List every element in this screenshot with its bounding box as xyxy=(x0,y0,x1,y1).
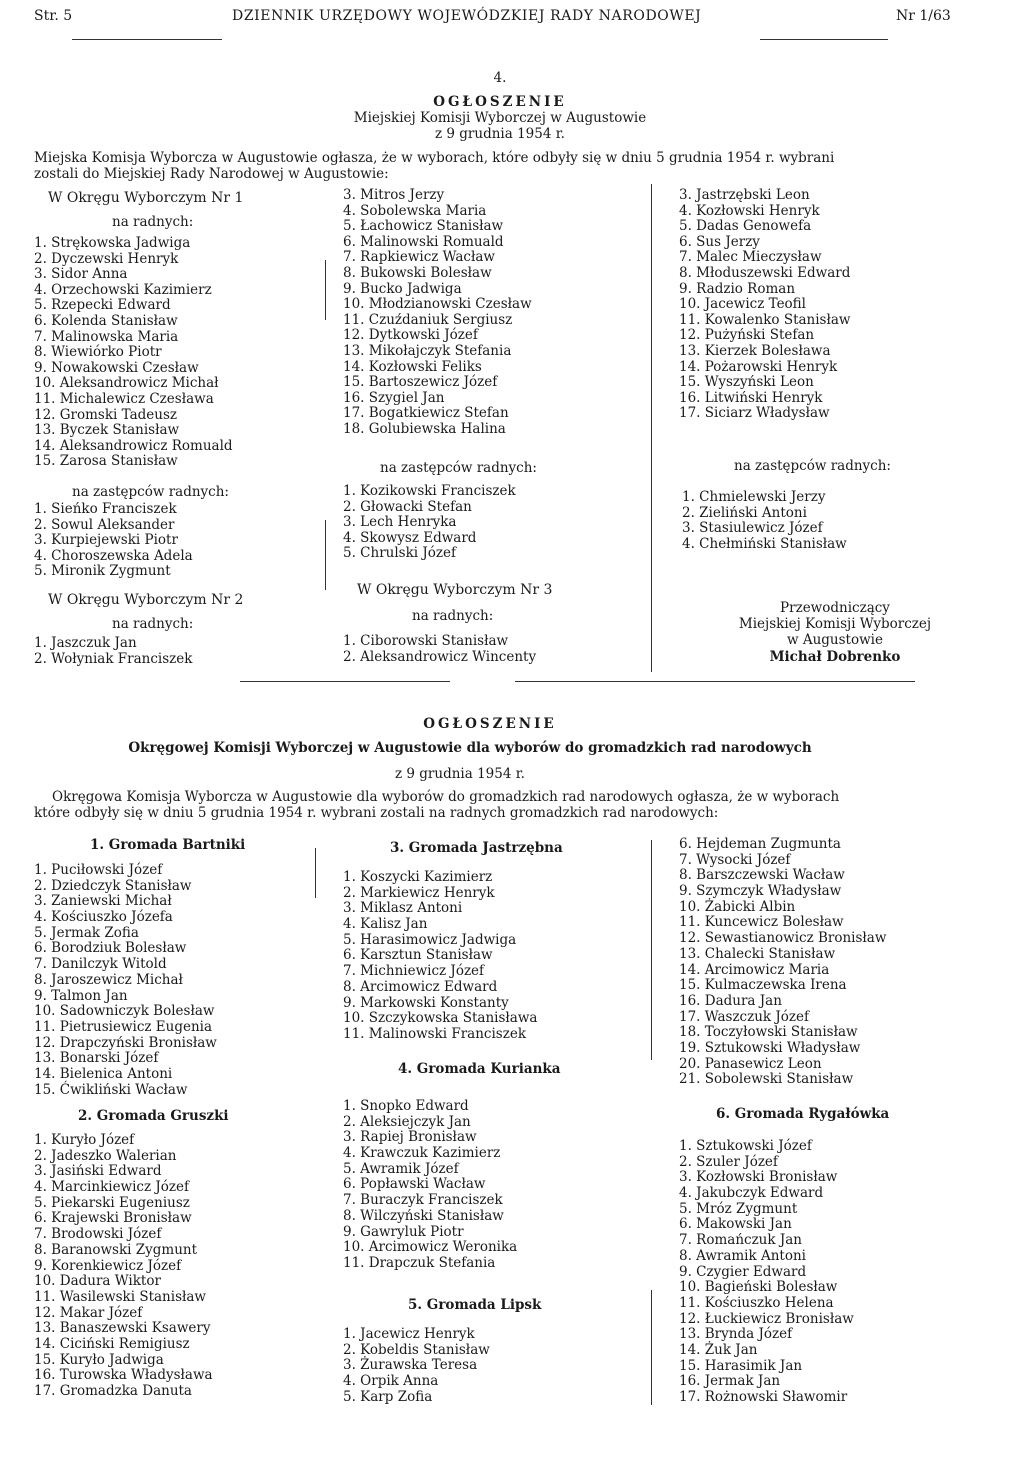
list-item: 3. Jasiński Edward xyxy=(34,1163,162,1180)
list-item: 11. Kowalenko Stanisław xyxy=(679,311,851,328)
district2-councilors-list-b xyxy=(343,188,532,438)
list-item: 1. Sztukowski Józef xyxy=(679,1138,812,1154)
list-item: 7. Brodowski Józef xyxy=(34,1226,162,1243)
list-item: 6. Sus Jerzy xyxy=(679,233,760,250)
list-item: 6. Makowski Jan xyxy=(679,1216,792,1233)
list-item: 3. Mitros Jerzy xyxy=(343,187,445,203)
list-item: 10. Aleksandrowicz Michał xyxy=(34,375,219,392)
list-item: 17. Siciarz Władysław xyxy=(679,405,830,422)
gromada-6-title: 6. Gromada Rygałówka xyxy=(716,1106,890,1122)
list-item: 3. Sidor Anna xyxy=(34,266,128,283)
list-item: 3. Lech Henryka xyxy=(343,514,457,531)
list-item: 16. Turowska Władysława xyxy=(34,1367,213,1384)
column-rule xyxy=(325,260,326,320)
district2-councilors-label: na radnych: xyxy=(112,616,194,632)
list-item: 13. Byczek Stanisław xyxy=(34,422,180,439)
list-item: 12. Makar Józef xyxy=(34,1304,143,1321)
list-item: 16. Dadura Jan xyxy=(679,992,782,1009)
list-item: 9. Radzio Roman xyxy=(679,280,796,297)
list-item: 14. Bielenica Antoni xyxy=(34,1065,173,1082)
notice2-intro-2: które odbyły się w dniu 5 grudnia 1954 r. wybrani zostali na radnych gromadzkich rad narodowych: xyxy=(34,805,719,821)
notice2-date: z 9 grudnia 1954 r. xyxy=(395,766,525,782)
list-item: 17. Rożnowski Sławomir xyxy=(679,1389,848,1405)
list-item: 13. Brynda Józef xyxy=(679,1326,793,1343)
list-item: 4. Kozłowski Henryk xyxy=(679,202,820,219)
list-item: 6. Malinowski Romuald xyxy=(343,233,504,250)
gromada-5-list xyxy=(343,1327,490,1405)
list-item: 8. Bukowski Bolesław xyxy=(343,264,492,281)
list-item: 11. Drapczuk Stefania xyxy=(343,1254,496,1271)
gromada-2-title: 2. Gromada Gruszki xyxy=(78,1108,229,1124)
list-item: 1. Sieńko Franciszek xyxy=(34,501,177,517)
list-item: 12. Gromski Tadeusz xyxy=(34,406,178,423)
list-item: 2. Aleksiejczyk Jan xyxy=(343,1113,471,1130)
list-item: 10. Arcimowicz Weronika xyxy=(343,1239,518,1256)
list-item: 18. Toczyłowski Stanisław xyxy=(679,1024,858,1041)
list-item: 3. Jastrzębski Leon xyxy=(679,187,810,203)
notice1-intro-1: Miejska Komisja Wyborcza w Augustowie ogłasza, że w wyborach, które odbyły się w dniu 5 grudnia 1954 r. wybrani xyxy=(34,150,835,166)
notice2-subtitle: Okręgowej Komisji Wyborczej w Augustowie dla wyborów do gromadzkich rad narodowych xyxy=(128,740,812,756)
section-divider xyxy=(515,681,915,682)
list-item: 14. Ciciński Remigiusz xyxy=(34,1335,190,1352)
list-item: 1. Ciborowski Stanisław xyxy=(343,633,509,649)
list-item: 5. Łachowicz Stanisław xyxy=(343,218,504,235)
list-item: 11. Pietrusiewicz Eugenia xyxy=(34,1018,213,1035)
list-item: 2. Markiewicz Henryk xyxy=(343,884,495,901)
gromada-3-list xyxy=(343,870,537,1043)
list-item: 4. Sobolewska Maria xyxy=(343,202,487,219)
list-item: 17. Bogatkiewicz Stefan xyxy=(343,405,509,422)
list-item: 6. Hejdeman Zugmunta xyxy=(679,836,841,852)
list-item: 10. Dadura Wiktor xyxy=(34,1273,161,1290)
column-rule xyxy=(325,520,326,590)
list-item: 5. Dadas Genowefa xyxy=(679,218,812,235)
list-item: 5. Harasimowicz Jadwiga xyxy=(343,931,517,948)
list-item: 16. Litwiński Henryk xyxy=(679,389,823,406)
list-item: 3. Kozłowski Bronisław xyxy=(679,1169,838,1186)
list-item: 15. Zarosa Stanisław xyxy=(34,453,178,470)
list-item: 8. Barszczewski Wacław xyxy=(679,867,845,884)
list-item: 12. Dytkowski Józef xyxy=(343,327,478,344)
notice1-date: z 9 grudnia 1954 r. xyxy=(435,126,565,142)
district1-title: W Okręgu Wyborczym Nr 1 xyxy=(48,190,244,206)
list-item: 1. Puciłowski Józef xyxy=(34,862,163,878)
gromada-3-title: 3. Gromada Jastrzębna xyxy=(390,840,563,856)
list-item: 12. Drapczyński Bronisław xyxy=(34,1034,217,1051)
list-item: 8. Awramik Antoni xyxy=(679,1247,806,1264)
list-item: 17. Gromadzka Danuta xyxy=(34,1383,192,1399)
district2-deputies-label: na zastępców radnych: xyxy=(380,460,537,476)
list-item: 5. Jermak Zofia xyxy=(34,924,139,941)
district2-councilors-list-a xyxy=(34,636,192,667)
page-number: Str. 5 xyxy=(34,8,73,24)
notice-number: 4. xyxy=(493,70,507,86)
list-item: 1. Chmielewski Jerzy xyxy=(682,489,826,505)
district1-councilors-label: na radnych: xyxy=(112,214,194,230)
list-item: 4. Jakubczyk Edward xyxy=(679,1185,824,1202)
list-item: 12. Sewastianowicz Bronisław xyxy=(679,930,887,947)
header-rule-left xyxy=(72,39,222,40)
list-item: 4. Orpik Anna xyxy=(343,1373,439,1390)
list-item: 6. Kolenda Stanisław xyxy=(34,312,178,329)
list-item: 15. Harasimik Jan xyxy=(679,1357,803,1374)
gromada-2-list xyxy=(34,1133,213,1400)
notice1-title: OGŁOSZENIE xyxy=(433,94,567,110)
list-item: 2. Jadeszko Walerian xyxy=(34,1147,177,1164)
list-item: 9. Czygier Edward xyxy=(679,1263,807,1280)
list-item: 18. Golubiewska Halina xyxy=(343,420,506,437)
signature-place: w Augustowie xyxy=(787,632,883,648)
list-item: 9. Korenkiewicz Józef xyxy=(34,1257,182,1274)
notice2-title: OGŁOSZENIE xyxy=(423,716,557,732)
list-item: 15. Kuryło Jadwiga xyxy=(34,1351,164,1368)
list-item: 7. Romańczuk Jan xyxy=(679,1232,803,1249)
list-item: 10. Sadowniczyk Bolesław xyxy=(34,1003,215,1020)
list-item: 3. Zaniewski Michał xyxy=(34,893,172,910)
list-item: 12. Łuckiewicz Bronisław xyxy=(679,1310,854,1327)
list-item: 7. Danilczyk Witold xyxy=(34,956,167,973)
journal-title: DZIENNIK URZĘDOWY WOJEWÓDZKIEJ RADY NARODOWEJ xyxy=(232,8,702,24)
section-divider xyxy=(240,681,450,682)
list-item: 8. Jaroszewicz Michał xyxy=(34,971,183,988)
list-item: 8. Arcimowicz Edward xyxy=(343,978,498,995)
list-item: 9. Gawryluk Piotr xyxy=(343,1223,464,1240)
list-item: 11. Kuncewicz Bolesław xyxy=(679,914,844,931)
list-item: 4. Marcinkiewicz Józef xyxy=(34,1179,190,1196)
list-item: 4. Krawczuk Kazimierz xyxy=(343,1145,501,1162)
issue-number: Nr 1/63 xyxy=(896,8,951,24)
list-item: 2. Sowul Aleksander xyxy=(34,516,175,533)
gromada-1-title: 1. Gromada Bartniki xyxy=(90,837,246,853)
notice1-subtitle: Miejskiej Komisji Wyborczej w Augustowie xyxy=(353,110,647,126)
district1-councilors-list xyxy=(34,236,233,470)
district1-deputies-label: na zastępców radnych: xyxy=(72,484,229,500)
list-item: 2. Dyczewski Henryk xyxy=(34,250,179,267)
list-item: 4. Chełmiński Stanisław xyxy=(682,535,847,552)
gromada-4-title: 4. Gromada Kurianka xyxy=(398,1061,561,1077)
list-item: 3. Stasiulewicz Józef xyxy=(682,520,823,537)
list-item: 10. Jacewicz Teofil xyxy=(679,296,807,313)
district3-deputies-label: na zastępców radnych: xyxy=(734,458,891,474)
list-item: 15. Wyszyński Leon xyxy=(679,374,814,391)
list-item: 20. Panasewicz Leon xyxy=(679,1055,822,1072)
list-item: 4. Kalisz Jan xyxy=(343,916,428,933)
header-rule-right xyxy=(760,39,888,40)
list-item: 5. Awramik Józef xyxy=(343,1160,459,1177)
column-rule xyxy=(651,184,652,672)
list-item: 16. Jermak Jan xyxy=(679,1373,781,1390)
list-item: 5. Chrulski Józef xyxy=(343,545,457,562)
district3-title: W Okręgu Wyborczym Nr 3 xyxy=(357,582,553,598)
list-item: 11. Wasilewski Stanisław xyxy=(34,1288,206,1305)
list-item: 8. Wiewiórko Piotr xyxy=(34,344,162,361)
list-item: 15. Ćwikliński Wacław xyxy=(34,1081,188,1098)
gromada-5-list-continued xyxy=(679,837,886,1088)
list-item: 13. Mikołajczyk Stefania xyxy=(343,342,512,359)
list-item: 2. Kobeldis Stanisław xyxy=(343,1341,490,1358)
list-item: 1. Kozikowski Franciszek xyxy=(343,483,516,499)
list-item: 10. Szczykowska Stanisława xyxy=(343,1010,538,1027)
signature-name: Michał Dobrenko xyxy=(769,649,901,665)
list-item: 9. Bucko Jadwiga xyxy=(343,280,462,297)
list-item: 21. Sobolewski Stanisław xyxy=(679,1071,854,1088)
list-item: 14. Pożarowski Henryk xyxy=(679,358,838,375)
list-item: 8. Młoduszewski Edward xyxy=(679,264,851,281)
list-item: 11. Czuźdaniuk Sergiusz xyxy=(343,311,513,328)
list-item: 17. Waszczuk Józef xyxy=(679,1008,810,1025)
list-item: 5. Mróz Zygmunt xyxy=(679,1200,798,1217)
district3-councilors-list-b xyxy=(679,188,850,422)
list-item: 11. Malinowski Franciszek xyxy=(343,1025,527,1042)
district2-title: W Okręgu Wyborczym Nr 2 xyxy=(48,592,244,608)
list-item: 2. Wołyniak Franciszek xyxy=(34,650,193,667)
list-item: 15. Bartoszewicz Józef xyxy=(343,374,498,391)
list-item: 9. Nowakowski Czesław xyxy=(34,359,199,376)
list-item: 1. Snopko Edward xyxy=(343,1098,469,1114)
notice2-intro-1: Okręgowa Komisja Wyborcza w Augustowie dla wyborów do gromadzkich rad narodowych ogłasza, że w wyborach xyxy=(52,789,840,805)
list-item: 2. Głowacki Stefan xyxy=(343,498,472,515)
district3-councilors-label: na radnych: xyxy=(412,608,494,624)
list-item: 9. Szymczyk Władysław xyxy=(679,883,842,900)
gromada-4-list xyxy=(343,1099,517,1272)
list-item: 1. Jaszczuk Jan xyxy=(34,635,137,651)
list-item: 9. Talmon Jan xyxy=(34,987,128,1004)
list-item: 14. Aleksandrowicz Romuald xyxy=(34,437,233,454)
list-item: 19. Sztukowski Władysław xyxy=(679,1039,861,1056)
list-item: 2. Zieliński Antoni xyxy=(682,504,807,521)
list-item: 5. Rzepecki Edward xyxy=(34,297,171,314)
list-item: 14. Żuk Jan xyxy=(679,1341,758,1358)
list-item: 8. Wilczyński Stanisław xyxy=(343,1207,504,1224)
list-item: 1. Jacewicz Henryk xyxy=(343,1326,475,1342)
list-item: 10. Młodzianowski Czesław xyxy=(343,296,532,313)
list-item: 5. Mironik Zygmunt xyxy=(34,563,171,580)
list-item: 2. Dziedczyk Stanisław xyxy=(34,877,192,894)
list-item: 4. Orzechowski Kazimierz xyxy=(34,281,212,298)
list-item: 4. Skowysz Edward xyxy=(343,529,477,546)
signature-body: Miejskiej Komisji Wyborczej xyxy=(738,616,932,632)
list-item: 14. Kozłowski Feliks xyxy=(343,358,482,375)
list-item: 3. Żurawska Teresa xyxy=(343,1357,478,1374)
list-item: 13. Bonarski Józef xyxy=(34,1050,159,1067)
column-rule xyxy=(651,1290,652,1405)
list-item: 12. Pużyński Stefan xyxy=(679,327,815,344)
list-item: 7. Malec Mieczysław xyxy=(679,249,822,266)
list-item: 6. Borodziuk Bolesław xyxy=(34,940,187,957)
list-item: 5. Piekarski Eugeniusz xyxy=(34,1194,190,1211)
list-item: 7. Michniewicz Józef xyxy=(343,963,485,980)
list-item: 14. Arcimowicz Maria xyxy=(679,961,830,978)
gromada-6-list xyxy=(679,1139,854,1406)
column-rule xyxy=(651,840,652,1060)
district3-councilors-list-a xyxy=(343,634,536,665)
list-item: 7. Malinowska Maria xyxy=(34,328,179,345)
list-item: 1. Kuryło Józef xyxy=(34,1132,135,1148)
district3-deputies-list xyxy=(682,490,847,552)
list-item: 5. Karp Zofia xyxy=(343,1388,433,1405)
list-item: 13. Chalecki Stanisław xyxy=(679,945,836,962)
list-item: 6. Karsztun Stanisław xyxy=(343,947,493,964)
list-item: 4. Choroszewska Adela xyxy=(34,547,193,564)
list-item: 6. Popławski Wacław xyxy=(343,1176,486,1193)
signature-role: Przewodniczący xyxy=(780,600,890,616)
list-item: 11. Michalewicz Czesława xyxy=(34,390,214,407)
column-rule xyxy=(315,848,316,898)
list-item: 10. Żabicki Albin xyxy=(679,898,796,915)
list-item: 7. Buraczyk Franciszek xyxy=(343,1192,503,1209)
list-item: 13. Kierzek Bolesława xyxy=(679,342,831,359)
notice1-intro-2: zostali do Miejskiej Rady Narodowej w Augustowie: xyxy=(34,166,389,182)
list-item: 10. Bagieński Bolesław xyxy=(679,1279,838,1296)
district1-deputies-list xyxy=(34,502,193,580)
gromada-1-list xyxy=(34,863,217,1098)
list-item: 8. Baranowski Zygmunt xyxy=(34,1241,198,1258)
list-item: 3. Miklasz Antoni xyxy=(343,900,463,917)
gromada-5-title: 5. Gromada Lipsk xyxy=(408,1297,542,1313)
list-item: 3. Rapiej Bronisław xyxy=(343,1129,477,1146)
list-item: 1. Koszycki Kazimierz xyxy=(343,869,493,885)
district2-deputies-list xyxy=(343,484,516,562)
list-item: 4. Kościuszko Józefa xyxy=(34,909,173,926)
list-item: 7. Rapkiewicz Wacław xyxy=(343,249,495,266)
list-item: 2. Aleksandrowicz Wincenty xyxy=(343,648,537,665)
list-item: 6. Krajewski Bronisław xyxy=(34,1210,192,1227)
list-item: 9. Markowski Konstanty xyxy=(343,994,509,1011)
list-item: 11. Kościuszko Helena xyxy=(679,1294,834,1311)
list-item: 13. Banaszewski Ksawery xyxy=(34,1320,211,1337)
list-item: 2. Szuler Józef xyxy=(679,1153,778,1170)
list-item: 15. Kulmaczewska Irena xyxy=(679,977,847,994)
list-item: 1. Strękowska Jadwiga xyxy=(34,235,191,251)
list-item: 3. Kurpiejewski Piotr xyxy=(34,532,178,549)
list-item: 16. Szygiel Jan xyxy=(343,389,445,406)
list-item: 7. Wysocki Józef xyxy=(679,851,791,868)
